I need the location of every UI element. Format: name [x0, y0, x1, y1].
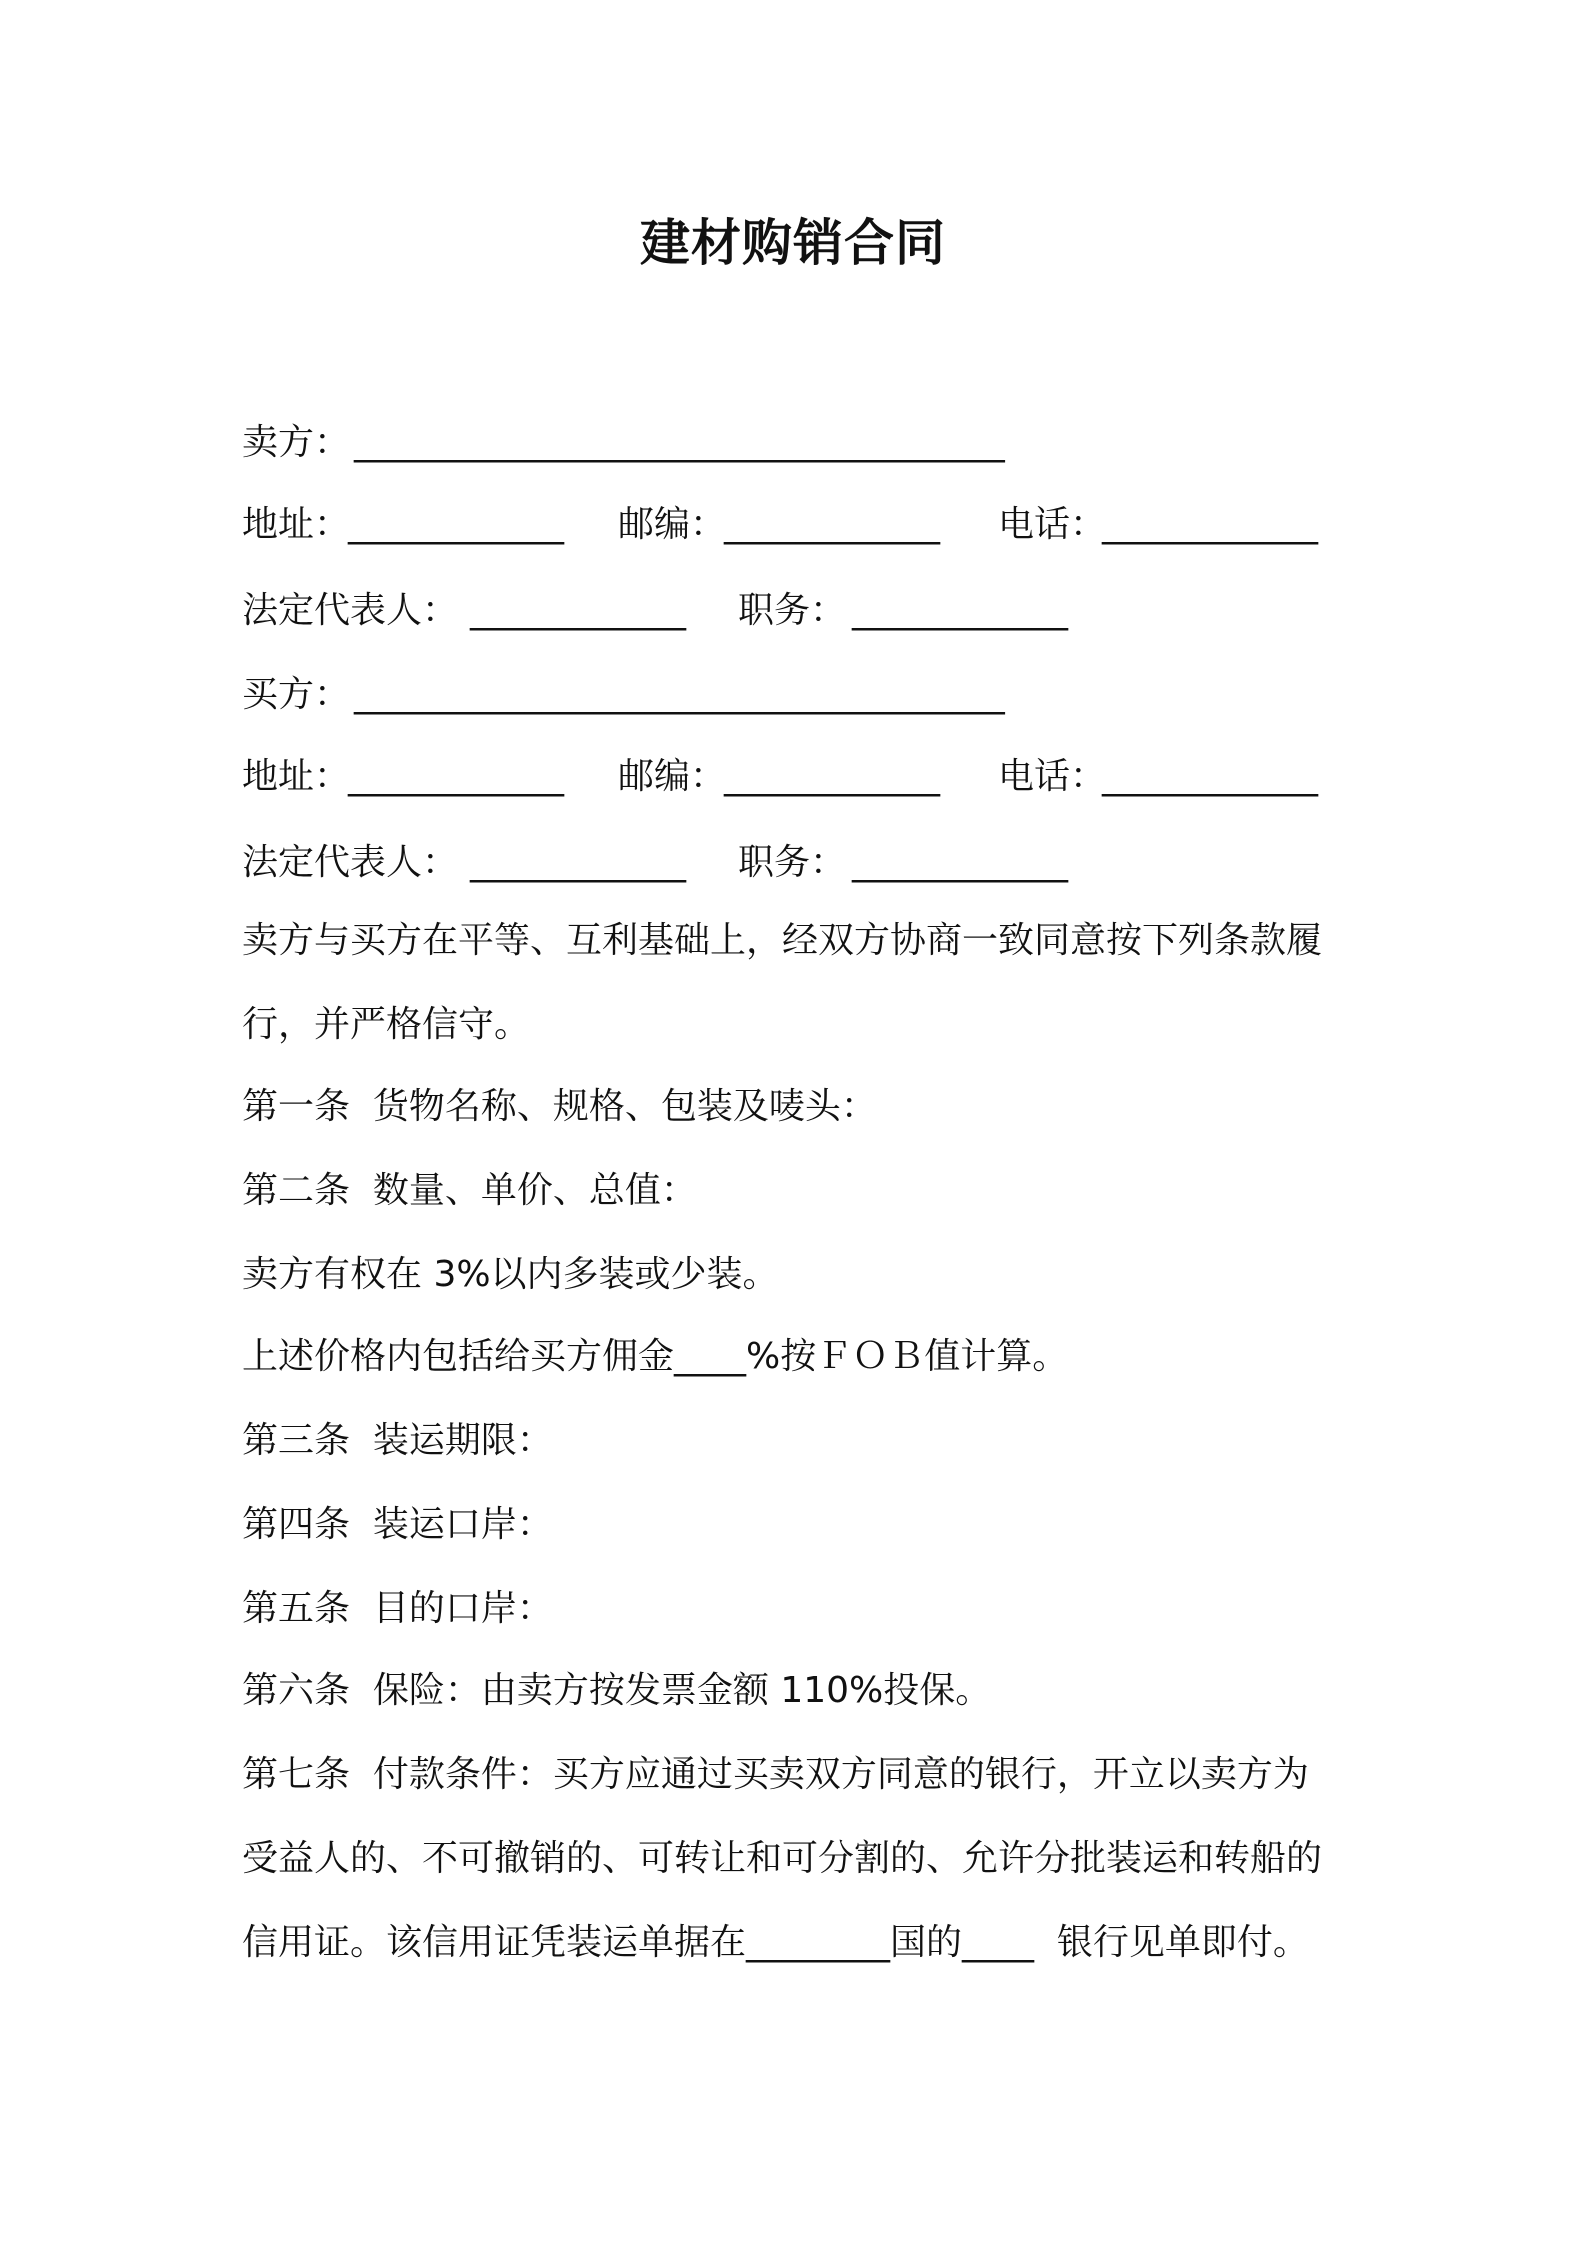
- article-5: 第五条 目的口岸：: [242, 1588, 553, 1629]
- seller-address-blank: ____________: [348, 504, 564, 545]
- seller-label: 卖方：: [242, 422, 351, 463]
- buyer-address-label: 地址：: [242, 756, 351, 797]
- article-4: 第四条 装运口岸：: [242, 1504, 553, 1545]
- buyer-legal-rep-blank: ____________: [470, 842, 686, 883]
- document-title: 建材购销合同: [640, 214, 946, 272]
- buyer-postcode-label: 邮编：: [618, 756, 727, 797]
- seller-postcode-label: 邮编：: [618, 504, 727, 545]
- seller-legal-rep-blank: ____________: [470, 590, 686, 631]
- article-7-line-2: 受益人的、不可撤销的、可转让和可分割的、允许分批装运和转船的: [242, 1838, 1323, 1879]
- buyer-phone-blank: ____________: [1102, 756, 1318, 797]
- buyer-postcode-blank: ____________: [724, 756, 940, 797]
- seller-postcode-blank: ____________: [724, 504, 940, 545]
- article-6: 第六条 保险：由卖方按发票金额 110%投保。: [242, 1670, 992, 1711]
- seller-address-label: 地址：: [242, 504, 351, 545]
- seller-blank: ______________________________________: [354, 422, 1004, 463]
- seller-position-label: 职务：: [738, 590, 847, 631]
- buyer-blank: ______________________________________: [354, 674, 1004, 715]
- buyer-phone-label: 电话：: [998, 756, 1107, 797]
- article-2: 第二条 数量、单价、总值：: [242, 1170, 697, 1211]
- article-1: 第一条 货物名称、规格、包装及唛头：: [242, 1086, 877, 1127]
- article-3: 第三条 装运期限：: [242, 1420, 553, 1461]
- article-2-note-1: 卖方有权在 3%以内多装或少装。: [242, 1254, 779, 1295]
- buyer-position-blank: ____________: [852, 842, 1068, 883]
- intro-line-1: 卖方与买方在平等、互利基础上，经双方协商一致同意按下列条款履: [242, 920, 1323, 961]
- article-2-note-2: 上述价格内包括给买方佣金____%按ＦＯＢ值计算。: [242, 1336, 1069, 1377]
- buyer-label: 买方：: [242, 674, 351, 715]
- seller-phone-label: 电话：: [998, 504, 1107, 545]
- buyer-position-label: 职务：: [738, 842, 847, 883]
- seller-legal-rep-label: 法定代表人：: [242, 590, 459, 631]
- buyer-legal-rep-label: 法定代表人：: [242, 842, 459, 883]
- seller-phone-blank: ____________: [1102, 504, 1318, 545]
- buyer-address-blank: ____________: [348, 756, 564, 797]
- article-7-line-3: 信用证。该信用证凭装运单据在________国的____ 银行见单即付。: [242, 1922, 1309, 1963]
- article-7-line-1: 第七条 付款条件：买方应通过买卖双方同意的银行，开立以卖方为: [242, 1754, 1309, 1795]
- seller-position-blank: ____________: [852, 590, 1068, 631]
- intro-line-2: 行，并严格信守。: [242, 1004, 531, 1045]
